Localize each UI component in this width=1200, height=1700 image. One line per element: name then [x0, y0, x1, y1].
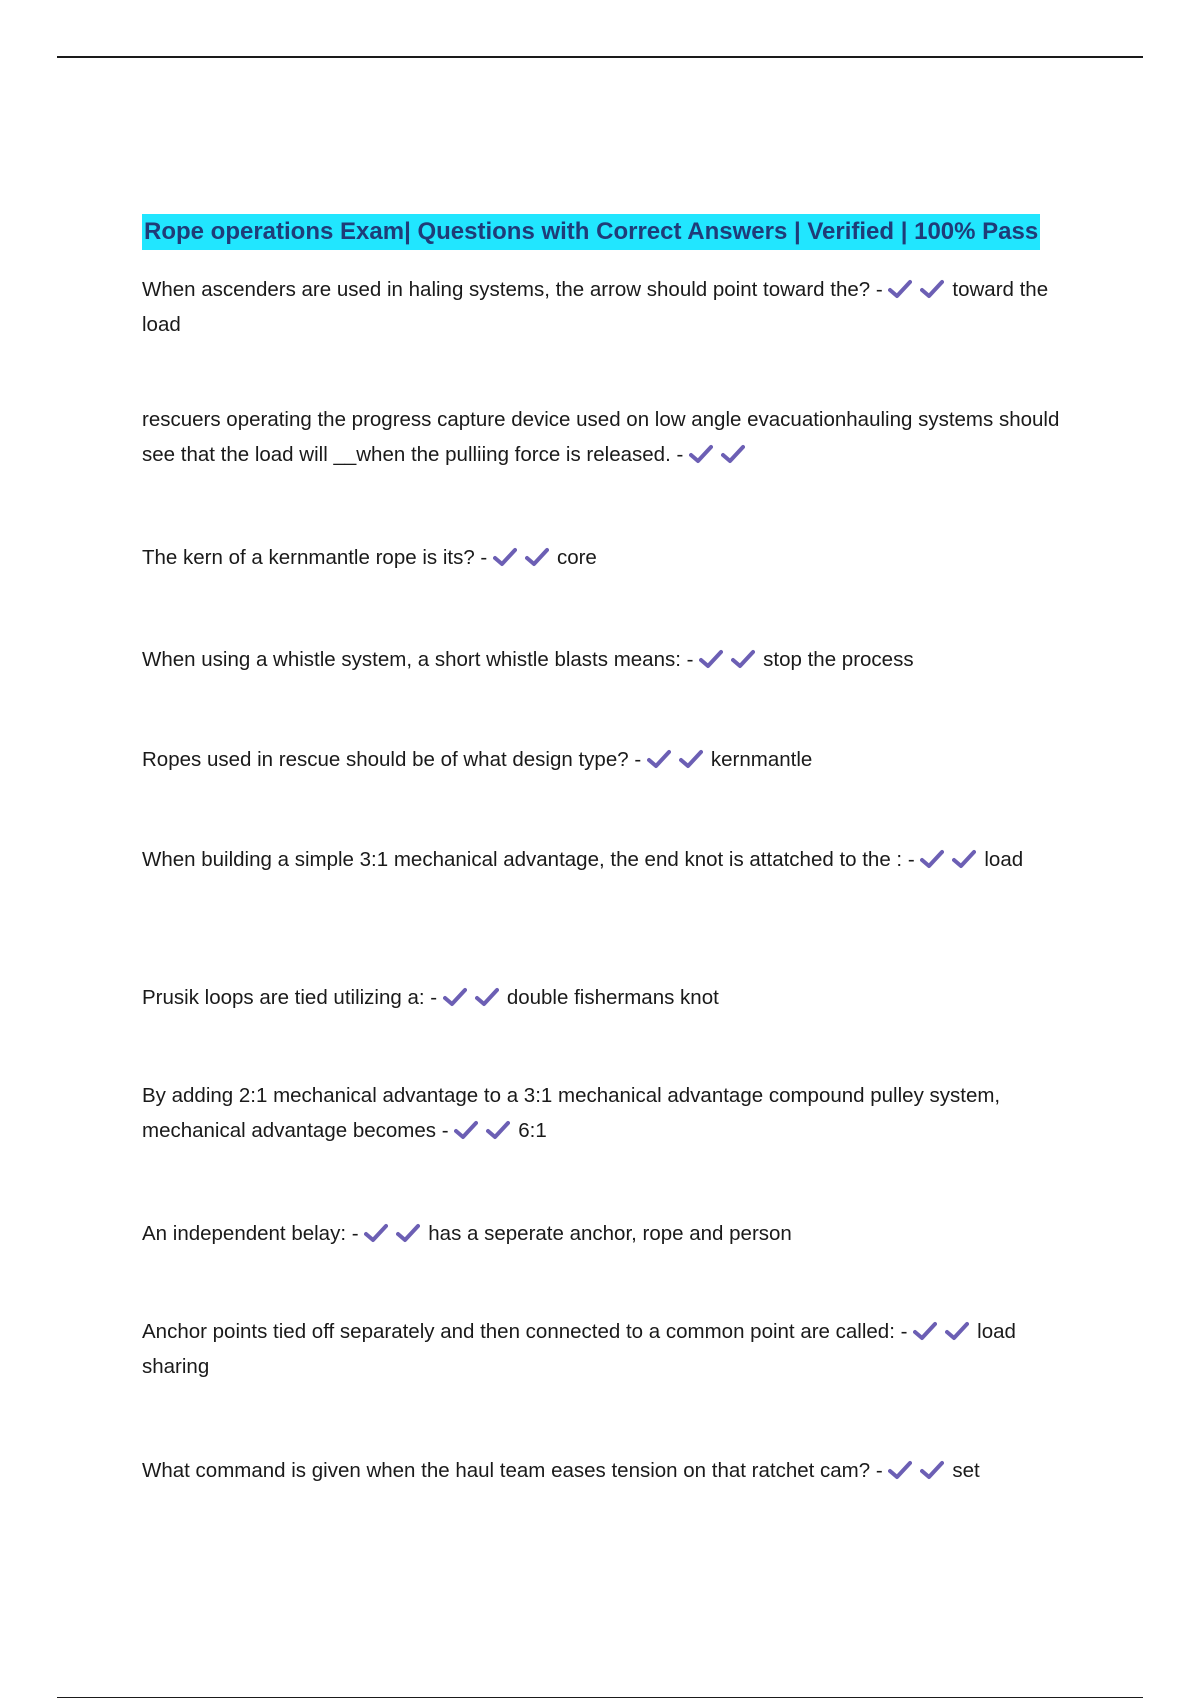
separator: - — [686, 648, 694, 671]
separator: - — [351, 1222, 359, 1245]
answer-text: double fishermans knot — [506, 986, 719, 1009]
checkmark-icon — [396, 1223, 420, 1243]
question-text: When ascenders are used in haling systems, the arrow should point toward the? — [142, 278, 871, 301]
question-text: By adding 2:1 mechanical advantage to a 3:1 mechanical advantage compound pulley system, mechanical advantage becomes — [142, 1084, 1001, 1142]
checkmark-icon — [731, 649, 755, 669]
separator: - — [676, 443, 684, 466]
question-text: Prusik loops are tied utilizing a: — [142, 986, 425, 1009]
answer-text: toward the load — [142, 278, 1049, 336]
qa-item — [142, 742, 1072, 777]
answer-text: set — [952, 1459, 980, 1482]
question-text: What command is given when the haul team eases tension on that ratchet cam? — [142, 1459, 871, 1482]
qa-item — [142, 1216, 1072, 1251]
separator: - — [875, 1459, 883, 1482]
checkmark-icon — [699, 649, 723, 669]
separator: - — [441, 1119, 449, 1142]
separator: - — [634, 748, 642, 771]
qa-item — [142, 980, 1072, 1015]
checkmark-icon — [920, 279, 944, 299]
checkmark-icon — [721, 444, 745, 464]
answer-text: stop the process — [763, 648, 914, 671]
question-text: Anchor points tied off separately and then connected to a common point are called: — [142, 1320, 895, 1343]
checkmark-icon — [945, 1321, 969, 1341]
checkmark-icon — [493, 547, 517, 567]
question-text: An independent belay: — [142, 1222, 347, 1245]
checkmark-icon — [888, 1460, 912, 1480]
qa-item — [142, 540, 1072, 575]
question-text: Ropes used in rescue should be of what design type? — [142, 748, 629, 771]
separator: - — [480, 546, 488, 569]
qa-item — [142, 642, 1072, 677]
qa-item — [142, 842, 1072, 877]
separator: - — [430, 986, 438, 1009]
top-rule — [57, 56, 1143, 58]
qa-item — [142, 272, 1072, 342]
answer-text: kernmantle — [710, 748, 813, 771]
checkmark-icon — [525, 547, 549, 567]
answer-text: 6:1 — [518, 1119, 547, 1142]
document-title: Rope operations Exam| Questions with Correct Answers | Verified | 100% Pass — [142, 214, 1040, 250]
question-text: When building a simple 3:1 mechanical advantage, the end knot is attatched to the : — [142, 848, 903, 871]
checkmark-icon — [679, 749, 703, 769]
checkmark-icon — [913, 1321, 937, 1341]
separator: - — [875, 278, 883, 301]
qa-item — [142, 1314, 1072, 1384]
qa-item — [142, 402, 1072, 472]
bottom-rule — [57, 1697, 1143, 1698]
question-text: When using a whistle system, a short whistle blasts means: — [142, 648, 681, 671]
checkmark-icon — [888, 279, 912, 299]
checkmark-icon — [952, 849, 976, 869]
answer-text: has a seperate anchor, rope and person — [428, 1222, 792, 1245]
checkmark-icon — [443, 987, 467, 1007]
question-text: The kern of a kernmantle rope is its? — [142, 546, 475, 569]
separator: - — [907, 848, 915, 871]
answer-text: load sharing — [142, 1320, 1016, 1378]
qa-item — [142, 1453, 1072, 1488]
checkmark-icon — [920, 1460, 944, 1480]
checkmark-icon — [364, 1223, 388, 1243]
question-text: rescuers operating the progress capture device used on low angle evacuationhauling systems should see that the load will __when the pulliing force is released. — [142, 408, 1060, 466]
checkmark-icon — [920, 849, 944, 869]
checkmark-icon — [486, 1120, 510, 1140]
checkmark-icon — [647, 749, 671, 769]
checkmark-icon — [454, 1120, 478, 1140]
checkmark-icon — [689, 444, 713, 464]
qa-item — [142, 1078, 1072, 1148]
answer-text: core — [556, 546, 597, 569]
separator: - — [900, 1320, 908, 1343]
checkmark-icon — [475, 987, 499, 1007]
answer-text: load — [984, 848, 1024, 871]
